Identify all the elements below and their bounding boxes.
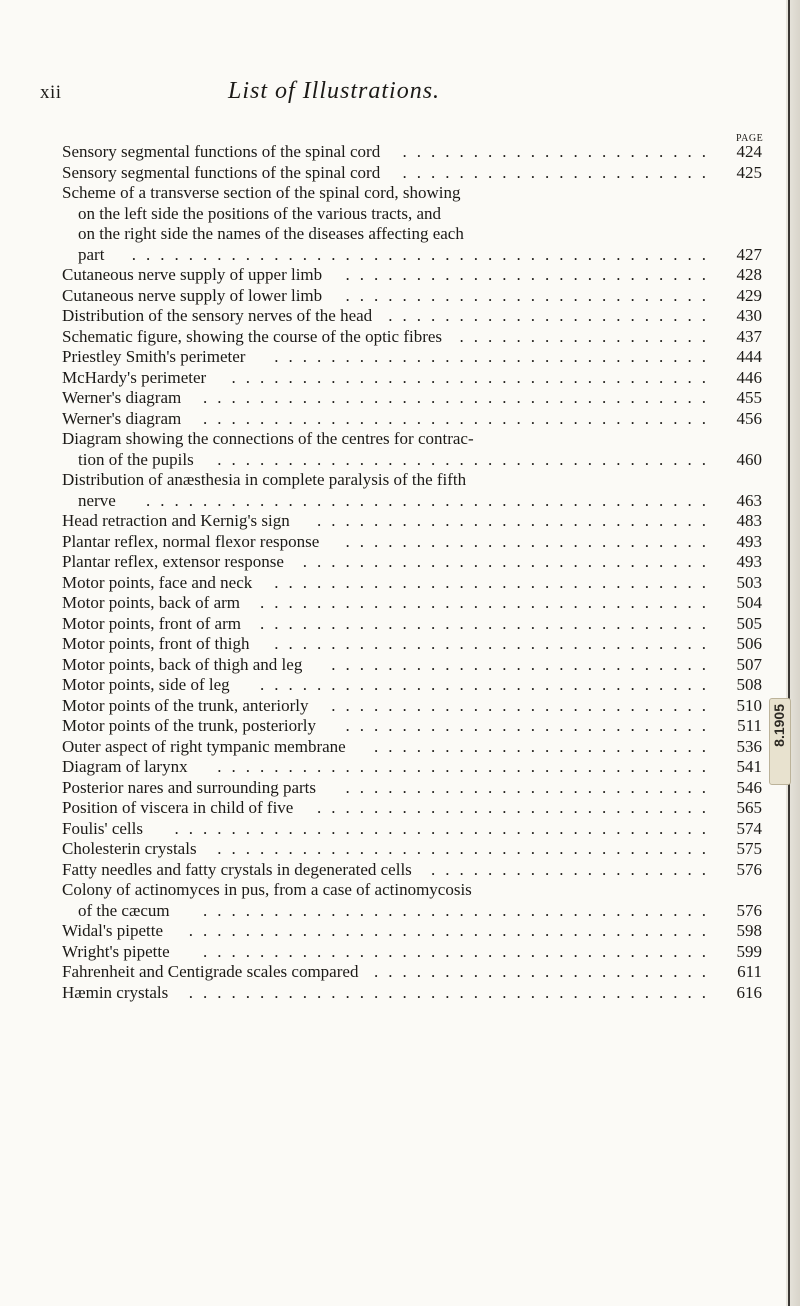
list-item xyxy=(62,265,762,286)
entry-title-line xyxy=(62,634,762,655)
entry-continuation-line xyxy=(62,491,762,512)
leader-dots: ...................................... xyxy=(174,818,716,838)
leader-dots: ....................... xyxy=(388,306,716,325)
entry-title-line xyxy=(62,778,762,799)
entry-title-line xyxy=(62,388,762,409)
leader-dots: .......................... xyxy=(345,777,716,797)
entry-title-line xyxy=(62,962,762,983)
leader-dots: ............................... xyxy=(274,347,716,366)
list-item xyxy=(62,593,762,614)
entry-title-line xyxy=(62,983,762,1004)
entry-page-number: 616 xyxy=(736,982,762,1002)
library-stamp-label: 8.1905 xyxy=(771,704,787,747)
entry-page-number: 437 xyxy=(736,326,762,346)
leader-dots: .......................... xyxy=(345,265,716,284)
leader-dots: .................. xyxy=(459,326,716,346)
entry-title-line xyxy=(62,675,762,696)
entry-title-line xyxy=(62,265,762,286)
leader-dots: ................................... xyxy=(217,839,716,858)
list-item xyxy=(62,655,762,676)
entry-title: Motor points of the trunk, anteriorly xyxy=(62,695,309,715)
list-item xyxy=(62,921,762,942)
leader-dots: ............................... xyxy=(274,634,716,653)
entry-title: part xyxy=(78,244,105,264)
list-item xyxy=(62,983,762,1004)
list-item xyxy=(62,286,762,307)
list-item xyxy=(62,532,762,553)
entry-page-number: 483 xyxy=(736,511,762,530)
page-header xyxy=(40,78,640,114)
leader-dots: ................................ xyxy=(260,675,716,694)
entry-title: Plantar reflex, normal flexor response xyxy=(62,531,320,551)
entry-title: Priestley Smith's perimeter xyxy=(62,347,246,366)
entry-title: Diagram showing the connections of the centres for contrac- xyxy=(62,429,474,448)
entry-title: tion of the pupils xyxy=(78,449,194,469)
entry-title-line xyxy=(62,716,762,737)
leader-dots: ..................................... xyxy=(188,982,716,1002)
list-item xyxy=(62,942,762,963)
leader-dots: .................................. xyxy=(231,367,716,387)
list-item xyxy=(62,552,762,573)
illustrations-list xyxy=(62,142,762,1003)
entry-page-number: 425 xyxy=(736,162,762,182)
leader-dots: ..................................... xyxy=(188,921,716,940)
entry-title-line xyxy=(62,798,762,819)
list-item xyxy=(62,347,762,368)
entry-title-line xyxy=(62,511,762,532)
leader-dots: .................................... xyxy=(203,408,716,428)
page-number: xii xyxy=(40,82,62,103)
leader-dots: ...................... xyxy=(402,142,716,161)
entry-title: Fatty needles and fatty crystals in degenerated cells xyxy=(62,859,412,879)
entry-title-line xyxy=(62,942,762,963)
list-item xyxy=(62,696,762,717)
leader-dots: ........................ xyxy=(374,736,716,756)
entry-page-number: 428 xyxy=(736,265,762,284)
entry-page-number: 456 xyxy=(736,408,762,428)
entry-page-number: 611 xyxy=(737,962,762,981)
list-item xyxy=(62,798,762,819)
library-stamp xyxy=(769,698,791,785)
entry-title: Wright's pipette xyxy=(62,941,170,961)
entry-title: Outer aspect of right tympanic membrane xyxy=(62,736,346,756)
entry-page-number: 444 xyxy=(736,347,762,366)
entry-title-line xyxy=(62,573,762,594)
scan-edge-line xyxy=(788,0,790,1306)
entry-title: Motor points, front of arm xyxy=(62,613,241,633)
leader-dots: .................................... xyxy=(203,388,716,407)
entry-title: Motor points, front of thigh xyxy=(62,634,250,653)
entry-title-line xyxy=(62,532,762,553)
entry-title: Sensory segmental functions of the spinal cord xyxy=(62,142,381,161)
leader-dots: ............................. xyxy=(302,552,716,571)
entry-page-number: 463 xyxy=(736,490,762,510)
list-item xyxy=(62,962,762,983)
list-item xyxy=(62,306,762,327)
entry-title: of the cæcum xyxy=(78,900,170,920)
list-item xyxy=(62,368,762,389)
entry-continuation-line xyxy=(62,224,762,245)
entry-page-number: 424 xyxy=(736,142,762,161)
entry-title: Schematic figure, showing the course of the optic fibres xyxy=(62,326,443,346)
list-item xyxy=(62,675,762,696)
list-item xyxy=(62,573,762,594)
list-item xyxy=(62,757,762,778)
entry-page-number: 511 xyxy=(737,716,762,735)
entry-page-number: 565 xyxy=(736,798,762,817)
entry-title-line xyxy=(62,921,762,942)
entry-title-line xyxy=(62,552,762,573)
entry-continuation-line xyxy=(62,204,762,225)
leader-dots: ........................... xyxy=(331,654,716,674)
entry-title: Head retraction and Kernig's sign xyxy=(62,511,290,530)
entry-page-number: 576 xyxy=(736,859,762,879)
entry-page-number: 504 xyxy=(736,593,762,612)
entry-page-number: 510 xyxy=(736,695,762,715)
entry-title: Werner's diagram xyxy=(62,408,182,428)
leader-dots: .................................... xyxy=(203,941,716,961)
entry-page-number: 493 xyxy=(736,552,762,571)
entry-title: Distribution of anæsthesia in complete paralysis of the fifth xyxy=(62,470,467,489)
entry-title: Position of viscera in child of five xyxy=(62,798,294,817)
entry-page-number: 493 xyxy=(736,531,762,551)
leader-dots: ................................ xyxy=(260,613,716,633)
entry-page-number: 507 xyxy=(736,654,762,674)
leader-dots: ................................... xyxy=(217,449,716,469)
entry-title-line xyxy=(62,593,762,614)
leader-dots: .................................... xyxy=(203,900,716,920)
entry-title: Distribution of the sensory nerves of the head xyxy=(62,306,373,325)
leader-dots: ........................... xyxy=(331,695,716,715)
list-item xyxy=(62,429,762,470)
leader-dots: .................... xyxy=(431,859,716,879)
leader-dots: ................................ xyxy=(260,593,716,612)
entry-title: Cholesterin crystals xyxy=(62,839,197,858)
entry-title-line xyxy=(62,737,762,758)
entry-title: Cutaneous nerve supply of lower limb xyxy=(62,285,323,305)
entry-title-line xyxy=(62,860,762,881)
entry-page-number: 430 xyxy=(736,306,762,325)
leader-dots: ................................... xyxy=(217,757,716,776)
entry-title: Werner's diagram xyxy=(62,388,182,407)
leader-dots: ...................... xyxy=(402,162,716,182)
leader-dots: .......................... xyxy=(345,716,716,735)
entry-page-number: 506 xyxy=(736,634,762,653)
entry-title-line xyxy=(62,163,762,184)
entry-title-line xyxy=(62,327,762,348)
list-item xyxy=(62,470,762,511)
entry-continuation-line xyxy=(62,901,762,922)
entry-page-number: 505 xyxy=(736,613,762,633)
leader-dots: .......................... xyxy=(345,285,716,305)
list-item xyxy=(62,634,762,655)
list-item xyxy=(62,163,762,184)
entry-page-number: 536 xyxy=(736,736,762,756)
leader-dots: ........................................ xyxy=(146,490,716,510)
page-column-label: PAGE xyxy=(736,133,764,144)
entry-title-line xyxy=(62,306,762,327)
entry-title-line xyxy=(62,429,762,450)
list-item xyxy=(62,183,762,265)
entry-title: Motor points, back of arm xyxy=(62,593,240,612)
entry-title: Scheme of a transverse section of the spinal cord, showing xyxy=(62,183,461,202)
entry-title-line xyxy=(62,880,762,901)
entry-page-number: 575 xyxy=(736,839,762,858)
entry-page-number: 598 xyxy=(736,921,762,940)
entry-title: Motor points, side of leg xyxy=(62,675,230,694)
entry-page-number: 541 xyxy=(736,757,762,776)
entry-page-number: 576 xyxy=(736,900,762,920)
entry-page-number: 460 xyxy=(736,449,762,469)
entry-page-number: 455 xyxy=(736,388,762,407)
entry-title: on the right side the names of the diseases affecting each xyxy=(78,224,464,243)
list-item xyxy=(62,327,762,348)
entry-title-line xyxy=(62,183,762,204)
entry-page-number: 446 xyxy=(736,367,762,387)
entry-page-number: 574 xyxy=(736,818,762,838)
entry-continuation-line xyxy=(62,245,762,266)
list-item xyxy=(62,388,762,409)
entry-title: Foulis' cells xyxy=(62,818,143,838)
list-item xyxy=(62,880,762,921)
entry-title: McHardy's perimeter xyxy=(62,367,207,387)
entry-title: Motor points, back of thigh and leg xyxy=(62,654,303,674)
list-item xyxy=(62,142,762,163)
leader-dots: ............................ xyxy=(317,511,716,530)
entry-page-number: 429 xyxy=(736,285,762,305)
entry-title-line xyxy=(62,614,762,635)
entry-title: Widal's pipette xyxy=(62,921,164,940)
list-item xyxy=(62,860,762,881)
list-item xyxy=(62,819,762,840)
entry-title-line xyxy=(62,142,762,163)
entry-title: Motor points, face and neck xyxy=(62,572,253,592)
leader-dots: ........................ xyxy=(374,962,716,981)
entry-title: Sensory segmental functions of the spinal cord xyxy=(62,162,381,182)
entry-title-line xyxy=(62,409,762,430)
entry-title: Diagram of larynx xyxy=(62,757,188,776)
entry-title: Motor points of the trunk, posteriorly xyxy=(62,716,317,735)
entry-title-line xyxy=(62,347,762,368)
entry-page-number: 599 xyxy=(736,941,762,961)
entry-page-number: 503 xyxy=(736,572,762,592)
list-item xyxy=(62,778,762,799)
entry-title-line xyxy=(62,368,762,389)
entry-title-line xyxy=(62,839,762,860)
entry-title-line xyxy=(62,470,762,491)
entry-title-line xyxy=(62,286,762,307)
entry-title: Cutaneous nerve supply of upper limb xyxy=(62,265,323,284)
leader-dots: ............................ xyxy=(317,798,716,817)
entry-title-line xyxy=(62,757,762,778)
list-item xyxy=(62,511,762,532)
list-item xyxy=(62,737,762,758)
list-item xyxy=(62,409,762,430)
leader-dots: ......................................... xyxy=(131,244,716,264)
list-item xyxy=(62,614,762,635)
leader-dots: ............................... xyxy=(274,572,716,592)
entry-title-line xyxy=(62,655,762,676)
entry-title: Posterior nares and surrounding parts xyxy=(62,777,317,797)
entry-title: Hæmin crystals xyxy=(62,982,169,1002)
entry-continuation-line xyxy=(62,450,762,471)
entry-title: on the left side the positions of the various tracts, and xyxy=(78,203,442,223)
entry-title: Fahrenheit and Centigrade scales compared xyxy=(62,962,359,981)
entry-title-line xyxy=(62,819,762,840)
entry-title: nerve xyxy=(78,490,116,510)
entry-title-line xyxy=(62,696,762,717)
entry-title: Colony of actinomyces in pus, from a case of actinomycosis xyxy=(62,880,472,899)
list-item xyxy=(62,716,762,737)
entry-page-number: 427 xyxy=(736,244,762,264)
entry-title: Plantar reflex, extensor response xyxy=(62,552,284,571)
list-item xyxy=(62,839,762,860)
entry-page-number: 508 xyxy=(736,675,762,694)
running-title: List of Illustrations. xyxy=(228,78,441,104)
entry-page-number: 546 xyxy=(736,777,762,797)
leader-dots: .......................... xyxy=(345,531,716,551)
